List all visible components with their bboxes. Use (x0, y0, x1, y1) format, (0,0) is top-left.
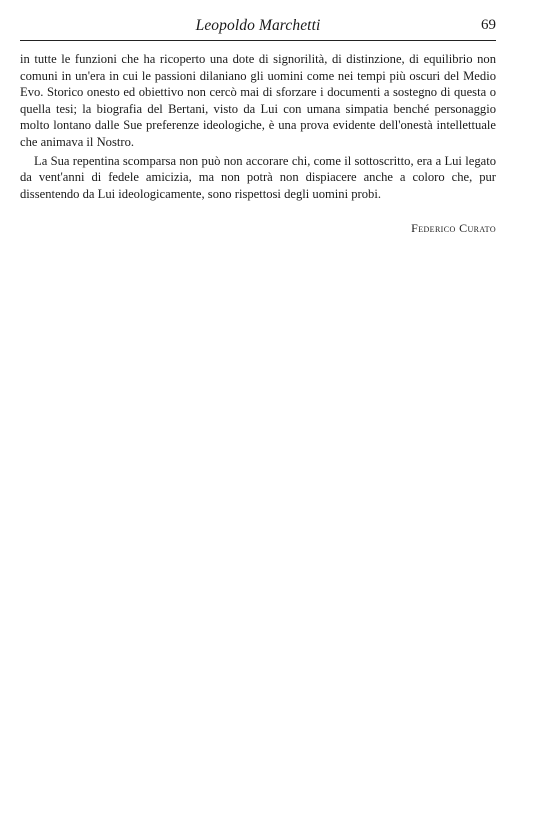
author-signature: Federico Curato (411, 221, 496, 235)
page-number: 69 (481, 17, 496, 33)
body-text (20, 51, 496, 202)
running-header (20, 12, 496, 41)
paragraph-1: in tutte le funzioni che ha ricoperto una dote di signorilità, di distinzione, di equilibrio non comuni in un'era in cui le passioni dilaniano gli uomini come nei tempi più oscuri del Medio Evo. Storico onesto ed obiettivo non cercò mai di sforzare i documenti a sostegno di questa o quella tesi; la biografia del Bertani, visto da Lui con umana simpatia benché personaggio molto lontano dalle Sue preferenze ideologiche, è una prova evidente dell'onestà intellettuale che animava il Nostro. (20, 52, 496, 149)
running-title: Leopoldo Marchetti (195, 17, 321, 34)
paragraph-2: La Sua repentina scomparsa non può non accorare chi, come il sottoscritto, era a Lui legato da vent'anni di fedele amicizia, ma non potrà non dispiacere anche a coloro che, pur dissentendo da Lui ideologicamente, sono rispettosi degli uomini probi. (20, 153, 496, 201)
